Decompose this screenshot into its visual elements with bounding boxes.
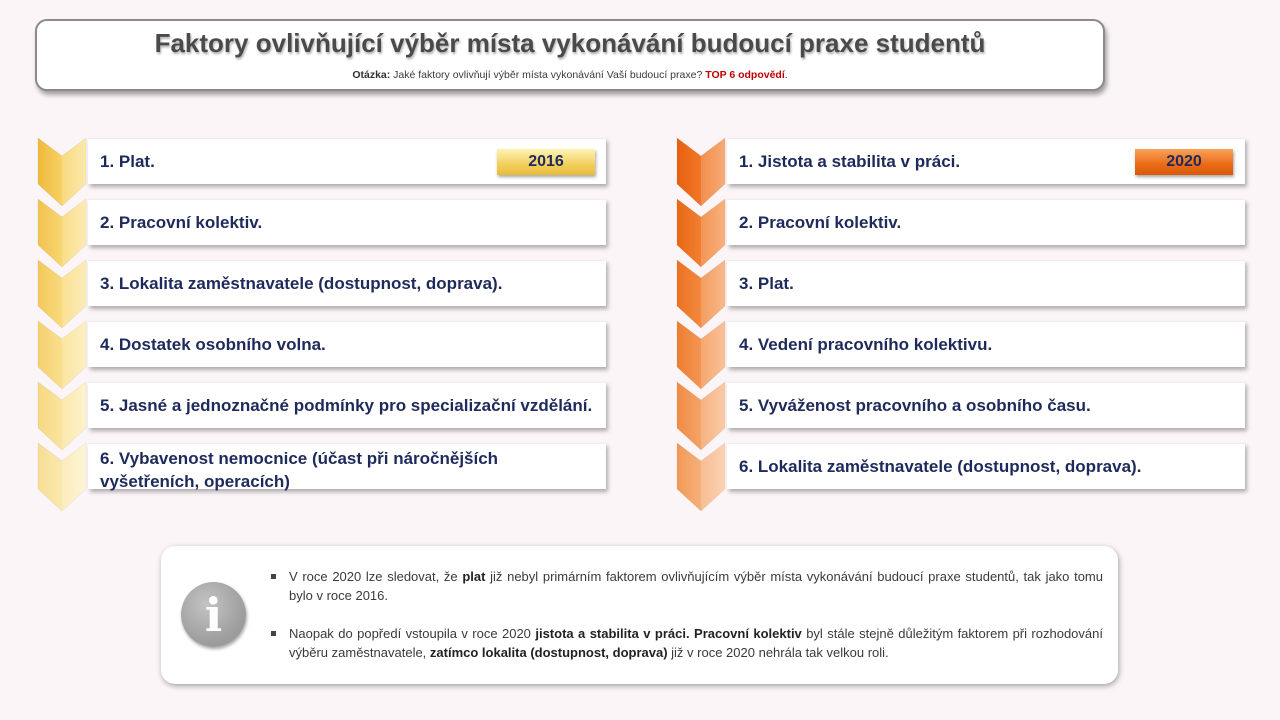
factor-bar (727, 260, 1245, 306)
info-box (161, 546, 1118, 684)
list-item (36, 136, 616, 197)
factor-bar (88, 382, 606, 428)
list-2020 (675, 136, 1255, 502)
factor-bar (88, 138, 606, 184)
page-title: Faktory ovlivňující výběr místa vykonávání budoucí praxe studentů (154, 28, 986, 58)
factor-label: 4. Vedení pracovního kolektivu. (739, 335, 993, 354)
info-icon: i (181, 582, 246, 647)
factor-label: 1. Jistota a stabilita v práci. (739, 152, 961, 171)
list-item (36, 380, 616, 441)
year-badge: 2020 (1135, 149, 1233, 175)
bullet-bold: . (685, 626, 695, 641)
factor-bar (88, 260, 606, 306)
bullet-bold: jistota a stabilita v práci (535, 626, 686, 641)
factor-bar (727, 382, 1245, 428)
list-item (36, 197, 616, 258)
question-label: Otázka: (352, 69, 391, 81)
question-end: . (784, 69, 788, 81)
factor-bar (88, 321, 606, 367)
factor-bar (88, 443, 606, 489)
factor-label: 3. Plat. (739, 274, 794, 293)
list-item (675, 380, 1255, 441)
info-bullet-1 (271, 567, 1103, 605)
question-highlight: TOP 6 odpovědí (705, 69, 785, 81)
bullet-bold: zatímco lokalita (dostupnost, doprava) (429, 645, 668, 660)
chevron-down-icon (675, 441, 727, 513)
list-item (36, 319, 616, 380)
factor-label: 1. Plat. (100, 152, 155, 171)
factor-bar (727, 443, 1245, 489)
factor-bar (88, 199, 606, 245)
list-item (36, 441, 616, 502)
list-item (675, 441, 1255, 502)
factor-bar (727, 321, 1245, 367)
info-bullets (271, 567, 1103, 681)
factor-label: 6. Vybavenost nemocnice (účast při náročnějších vyšetřeních, operacích) (100, 449, 499, 491)
bullet-text: byl stále stejně důležitým faktorem při rozhodování výběru zaměstnavatele, (289, 626, 1103, 660)
bullet-text: již nebyl primárním faktorem ovlivňujícím výběr místa vykonávání budoucí praxe studentů, tak jako tomu bylo v roce 2016. (289, 569, 1103, 603)
question-text: Jaké faktory ovlivňují výběr místa vykonávání Vaší budoucí praxe? (390, 69, 706, 81)
list-item (675, 197, 1255, 258)
question-line (37, 69, 1103, 81)
factor-label: 4. Dostatek osobního volna. (100, 335, 326, 354)
title-box (35, 19, 1105, 91)
list-item (675, 319, 1255, 380)
list-item (675, 136, 1255, 197)
bullet-text: V roce 2020 lze sledovat, že (289, 569, 463, 584)
info-bullet-2 (271, 624, 1103, 662)
factor-label: 5. Jasné a jednoznačné podmínky pro specializační vzdělání. (100, 396, 593, 415)
chevron-down-icon (36, 441, 88, 513)
factor-label: 5. Vyváženost pracovního a osobního času. (739, 396, 1091, 415)
factor-bar (727, 199, 1245, 245)
bullet-text: Naopak do popředí vstoupila v roce 2020 (289, 626, 536, 641)
factor-label: 2. Pracovní kolektiv. (739, 213, 902, 232)
bullet-text: již v roce 2020 nehrála tak velkou roli. (667, 645, 889, 660)
factor-bar (727, 138, 1245, 184)
list-item (675, 258, 1255, 319)
year-badge: 2016 (497, 149, 595, 175)
factor-label: 2. Pracovní kolektiv. (100, 213, 263, 232)
list-2016 (36, 136, 616, 502)
list-item (36, 258, 616, 319)
factor-label: 3. Lokalita zaměstnavatele (dostupnost, doprava). (100, 274, 503, 293)
bullet-bold: Pracovní kolektiv (694, 626, 802, 641)
bullet-bold: plat (462, 569, 486, 584)
factor-label: 6. Lokalita zaměstnavatele (dostupnost, doprava). (739, 457, 1142, 476)
